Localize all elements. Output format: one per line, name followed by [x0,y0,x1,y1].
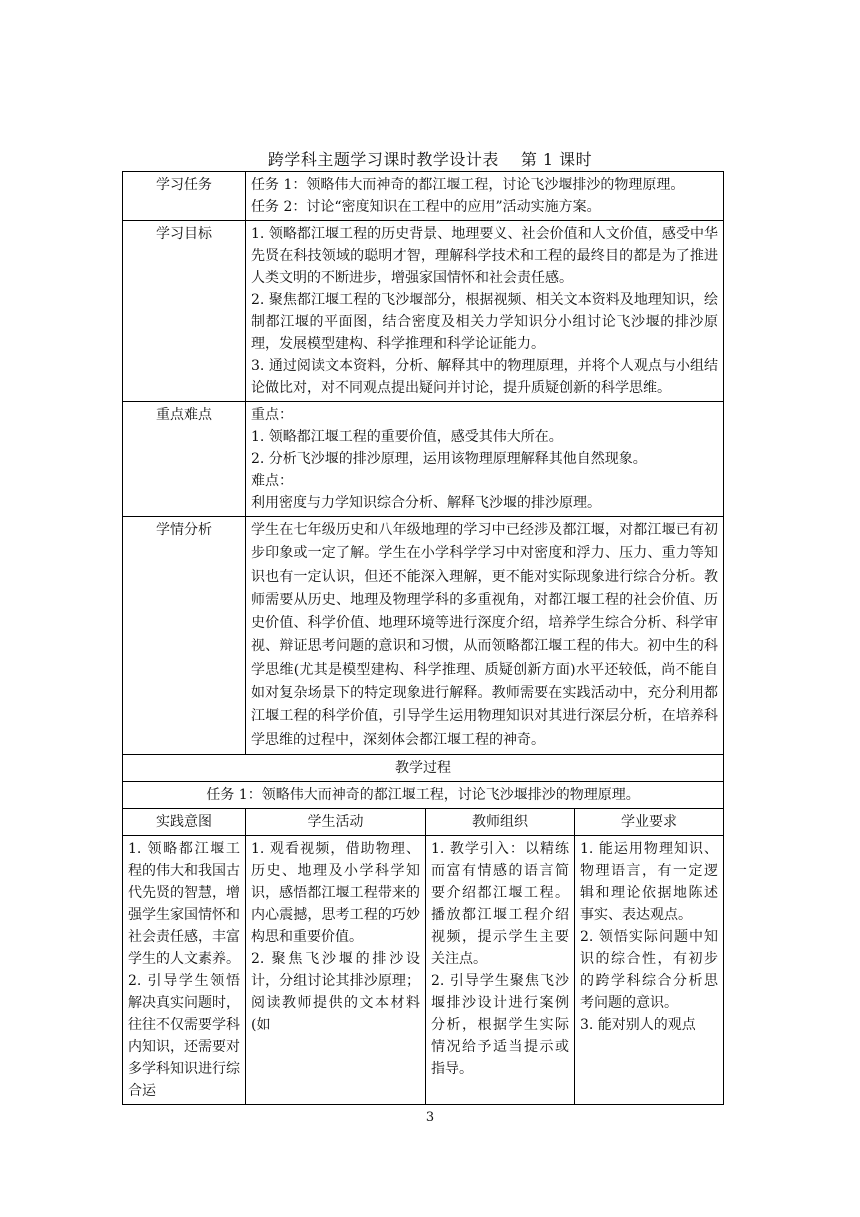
goal-item-2: 2. 聚焦都江堰工程的飞沙堰部分，根据视频、相关文本资料及地理知识，绘制都江堰的平面图，结合密度及相关力学知识分小组讨论飞沙堰的排沙原理，发展模型建构、科学推理和科学论证能力。 [251,292,719,352]
row-process-task1 [123,781,724,808]
task-line-2: 任务 2：讨论“密度知识在工程中的应用”活动实施方案。 [251,199,601,215]
row-column-headers [123,808,724,835]
label-task: 学习任务 [123,172,246,221]
col-header-requirement: 学业要求 [575,808,724,835]
keypoint-line-5: 利用密度与力学知识综合分析、解释飞沙堰的排沙原理。 [251,495,601,511]
col-header-student: 学生活动 [246,808,426,835]
col-header-intent: 实践意图 [123,808,246,835]
cell-requirement: 1. 能运用物理知识、物理语言，有一定逻辑和理论依据地陈述事实、表达观点。 2. 领悟实际问题中知识的综合性，有初步的跨学科综合分析思考问题的意识。 3. 能对别人的观点 [575,835,724,1104]
process-task1: 任务 1：领略伟大而神奇的都江堰工程，讨论飞沙堰排沙的物理原理。 [123,781,724,808]
content-task [246,172,724,221]
process-header: 教学过程 [123,754,724,781]
label-analysis: 学情分析 [123,517,246,755]
lesson-design-table [122,171,724,1105]
label-keypoints: 重点难点 [123,402,246,517]
row-process-header [123,754,724,781]
keypoint-line-3: 2. 分析飞沙堰的排沙原理，运用该物理原理解释其他自然现象。 [251,451,647,467]
title-main: 跨学科主题学习课时教学设计表 [267,150,499,169]
row-analysis [123,517,724,755]
goal-item-1: 1. 领略都江堰工程的历史背景、地理要义、社会价值和人文价值，感受中华先贤在科技领域的聪明才智，理解科学技术和工程的最终目的都是为了推进人类文明的不断进步，增强家国情怀和社会责任感。 [251,226,719,286]
keypoint-line-1: 重点： [251,407,293,423]
label-goals: 学习目标 [123,221,246,402]
cell-student: 1. 观看视频，借助物理、历史、地理及小学科学知识，感悟都江堰工程带来的内心震撼，思考工程的巧妙构思和重要价值。 2. 聚焦飞沙堰的排沙设计，分组讨论其排沙原理；阅读教师提供的文本材料(如 [246,835,426,1104]
content-keypoints [246,402,724,517]
keypoint-line-4: 难点： [251,473,293,489]
row-process-content [123,835,724,1104]
page-title [0,149,860,171]
row-goals [123,221,724,402]
goal-item-3: 3. 通过阅读文本资料，分析、解释其中的物理原理，并将个人观点与小组结论做比对，对不同观点提出疑问并讨论，提升质疑创新的科学思维。 [251,358,719,396]
title-lesson: 第 1 课时 [520,150,593,169]
content-goals [246,221,724,402]
row-task [123,172,724,221]
content-analysis: 学生在七年级历史和八年级地理的学习中已经涉及都江堰，对都江堰已有初步印象或一定了解。学生在小学科学学习中对密度和浮力、压力、重力等知识也有一定认识，但还不能深入理解，更不能对实际现象进行综合分析。教师需要从历史、地理及物理学科的多重视角，对都江堰工程的社会价值、历史价值、科学价值、地理环境等进行深度介绍，培养学生综合分析、科学审视、辩证思考问题的意识和习惯，从而领略都江堰工程的伟大。初中生的科学思维(尤其是模型建构、科学推理、质疑创新方面)水平还较低，尚不能自如对复杂场景下的特定现象进行解释。教师需要在实践活动中，充分利用都江堰工程的科学价值，引导学生运用物理知识对其进行深层分析，在培养科学思维的过程中，深刻体会都江堰工程的神奇。 [246,517,724,755]
page-number: 3 [425,1110,435,1125]
col-header-teacher: 教师组织 [426,808,575,835]
cell-teacher: 1. 教学引入：以精练而富有情感的语言简要介绍都江堰工程。播放都江堰工程介绍视频，提示学生主要关注点。 2. 引导学生聚焦飞沙堰排沙设计进行案例分析，根据学生实际情况给予适当提示或指导。 [426,835,575,1104]
cell-intent: 1. 领略都江堰工程的伟大和我国古代先贤的智慧，增强学生家国情怀和社会责任感，丰富学生的人文素养。 2. 引导学生领悟解决真实问题时，往往不仅需要学科内知识，还需要对多学科知识进行综合运 [123,835,246,1104]
row-keypoints [123,402,724,517]
task-line-1: 任务 1：领略伟大而神奇的都江堰工程，讨论飞沙堰排沙的物理原理。 [251,177,685,193]
keypoint-line-2: 1. 领略都江堰工程的重要价值，感受其伟大所在。 [251,429,563,445]
